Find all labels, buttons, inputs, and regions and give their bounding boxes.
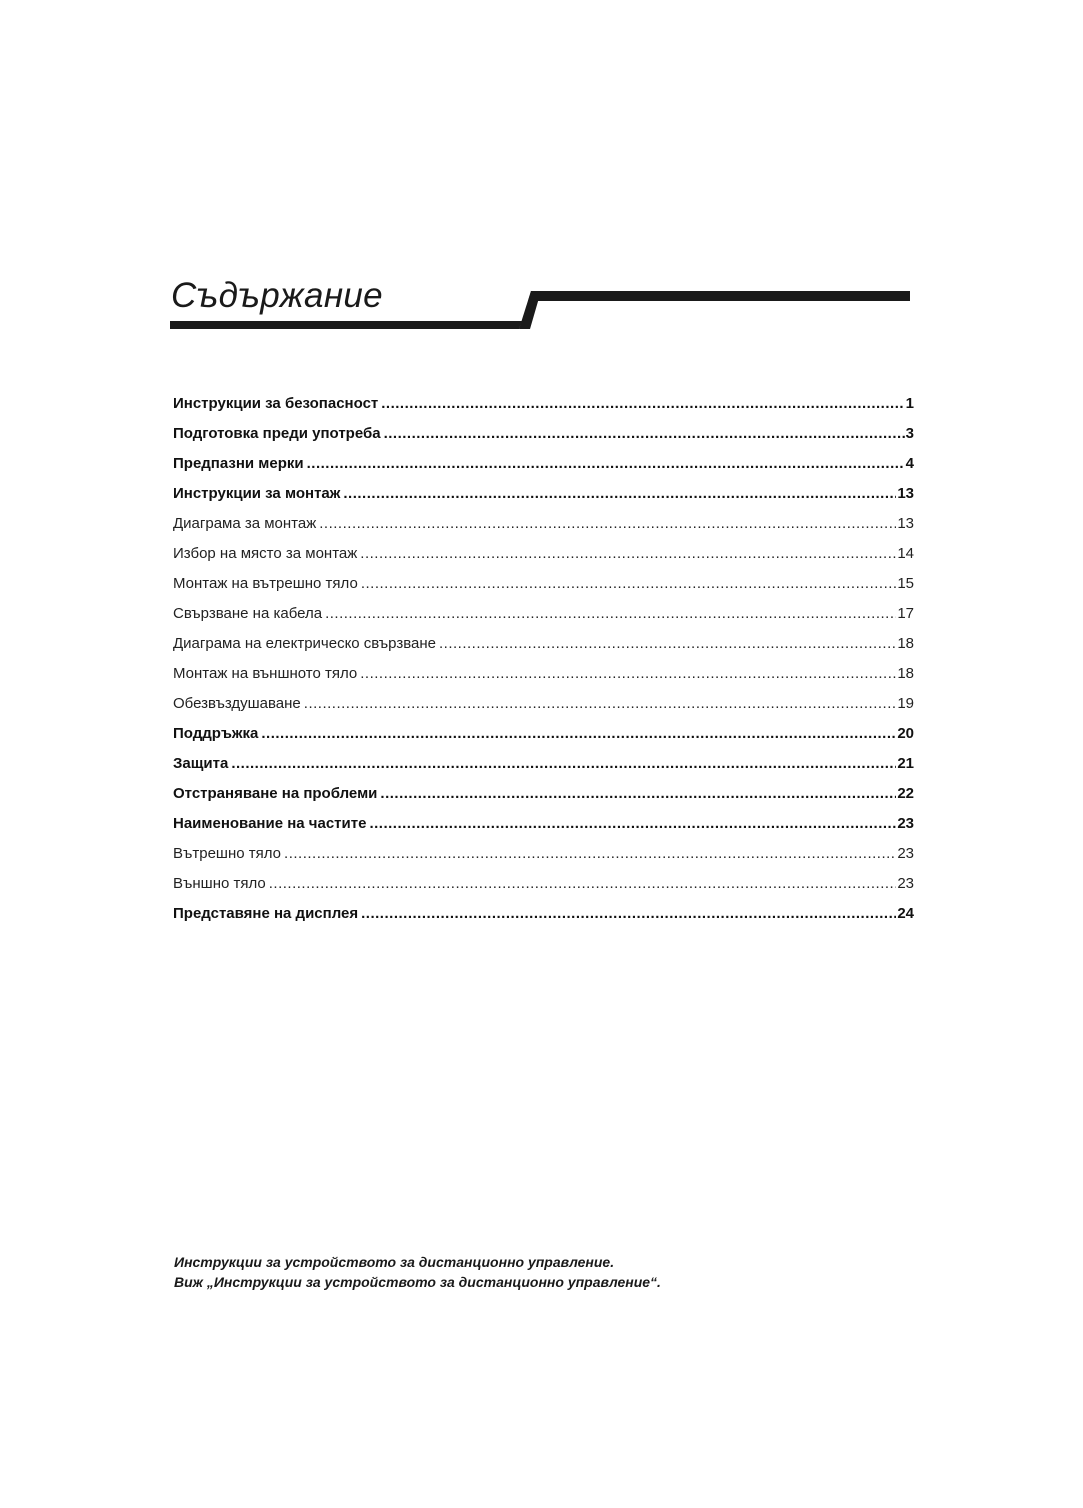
toc-entry-label: Отстраняване на проблеми <box>173 785 378 802</box>
remote-control-note-line-2: Виж „Инструкции за устройството за дистанционно управление“. <box>174 1274 661 1290</box>
toc-entry-label: Диаграма на електрическо свързване <box>173 635 436 652</box>
toc-dot-leader <box>284 839 896 869</box>
toc-entry[interactable] <box>173 809 914 839</box>
toc-entry-page-number: 3 <box>905 425 914 442</box>
title-rule-low-segment <box>170 321 522 329</box>
toc-entry[interactable] <box>173 869 914 899</box>
toc-entry[interactable] <box>173 839 914 869</box>
toc-entry-page-number: 13 <box>897 515 914 532</box>
toc-entry-label: Монтаж на външното тяло <box>173 665 358 682</box>
toc-dot-leader <box>369 809 896 839</box>
toc-entry-label: Монтаж на вътрешно тяло <box>173 575 358 592</box>
toc-entry-label: Диаграма за монтаж <box>173 515 317 532</box>
toc-entry-label: Обезвъздушаване <box>173 695 301 712</box>
toc-entry-label: Свързване на кабела <box>173 605 323 622</box>
toc-entry-page-number: 17 <box>897 605 914 622</box>
table-of-contents <box>173 389 914 929</box>
toc-dot-leader <box>384 419 905 449</box>
toc-entry-page-number: 18 <box>897 665 914 682</box>
toc-dot-leader <box>325 599 896 629</box>
remote-control-note <box>174 1252 661 1292</box>
toc-entry-label: Инструкции за монтаж <box>173 485 341 502</box>
toc-entry-label: Подготовка преди употреба <box>173 425 381 442</box>
toc-dot-leader <box>380 779 896 809</box>
toc-dot-leader <box>269 869 897 899</box>
toc-entry-label: Представяне на дисплея <box>173 905 359 922</box>
toc-entry[interactable] <box>173 749 914 779</box>
toc-dot-leader <box>343 479 896 509</box>
toc-entry-page-number: 24 <box>897 905 914 922</box>
toc-entry-page-number: 4 <box>905 455 914 472</box>
toc-entry-label: Наименование на частите <box>173 815 367 832</box>
toc-entry-page-number: 23 <box>897 875 914 892</box>
toc-dot-leader <box>261 719 896 749</box>
toc-dot-leader <box>439 629 896 659</box>
toc-dot-leader <box>360 539 896 569</box>
toc-dot-leader <box>361 899 896 929</box>
toc-entry-page-number: 23 <box>897 815 914 832</box>
toc-entry-page-number: 18 <box>897 635 914 652</box>
title-rule-slant <box>519 291 541 329</box>
toc-entry[interactable] <box>173 569 914 599</box>
toc-entry[interactable] <box>173 449 914 479</box>
toc-entry[interactable] <box>173 539 914 569</box>
toc-entry[interactable] <box>173 899 914 929</box>
toc-entry[interactable] <box>173 659 914 689</box>
toc-dot-leader <box>231 749 896 779</box>
toc-entry-label: Вътрешно тяло <box>173 845 282 862</box>
toc-entry[interactable] <box>173 629 914 659</box>
toc-dot-leader <box>307 449 905 479</box>
toc-dot-leader <box>304 689 897 719</box>
toc-entry-page-number: 21 <box>897 755 914 772</box>
page-title: Съдържание <box>171 276 383 315</box>
toc-entry-label: Избор на място за монтаж <box>173 545 358 562</box>
toc-dot-leader <box>361 569 897 599</box>
toc-entry-page-number: 15 <box>897 575 914 592</box>
toc-dot-leader <box>319 509 896 539</box>
toc-dot-leader <box>360 659 896 689</box>
toc-dot-leader <box>381 389 904 419</box>
toc-entry-label: Защита <box>173 755 229 772</box>
title-underline-rule <box>0 0 1083 340</box>
toc-entry-label: Инструкции за безопасност <box>173 395 379 412</box>
toc-entry-page-number: 13 <box>897 485 914 502</box>
toc-entry-page-number: 23 <box>897 845 914 862</box>
toc-entry-label: Външно тяло <box>173 875 266 892</box>
toc-entry[interactable] <box>173 479 914 509</box>
toc-entry-page-number: 14 <box>897 545 914 562</box>
toc-entry-label: Предпазни мерки <box>173 455 304 472</box>
title-rule-high-segment <box>528 291 910 301</box>
toc-entry[interactable] <box>173 509 914 539</box>
toc-entry-page-number: 19 <box>897 695 914 712</box>
toc-entry[interactable] <box>173 719 914 749</box>
toc-entry[interactable] <box>173 689 914 719</box>
toc-entry-page-number: 1 <box>905 395 914 412</box>
remote-control-note-line-1: Инструкции за устройството за дистанционно управление. <box>174 1254 615 1270</box>
toc-entry-page-number: 22 <box>897 785 914 802</box>
toc-entry[interactable] <box>173 389 914 419</box>
toc-entry-label: Поддръжка <box>173 725 259 742</box>
toc-entry[interactable] <box>173 599 914 629</box>
toc-entry-page-number: 20 <box>897 725 914 742</box>
toc-entry[interactable] <box>173 779 914 809</box>
toc-entry[interactable] <box>173 419 914 449</box>
